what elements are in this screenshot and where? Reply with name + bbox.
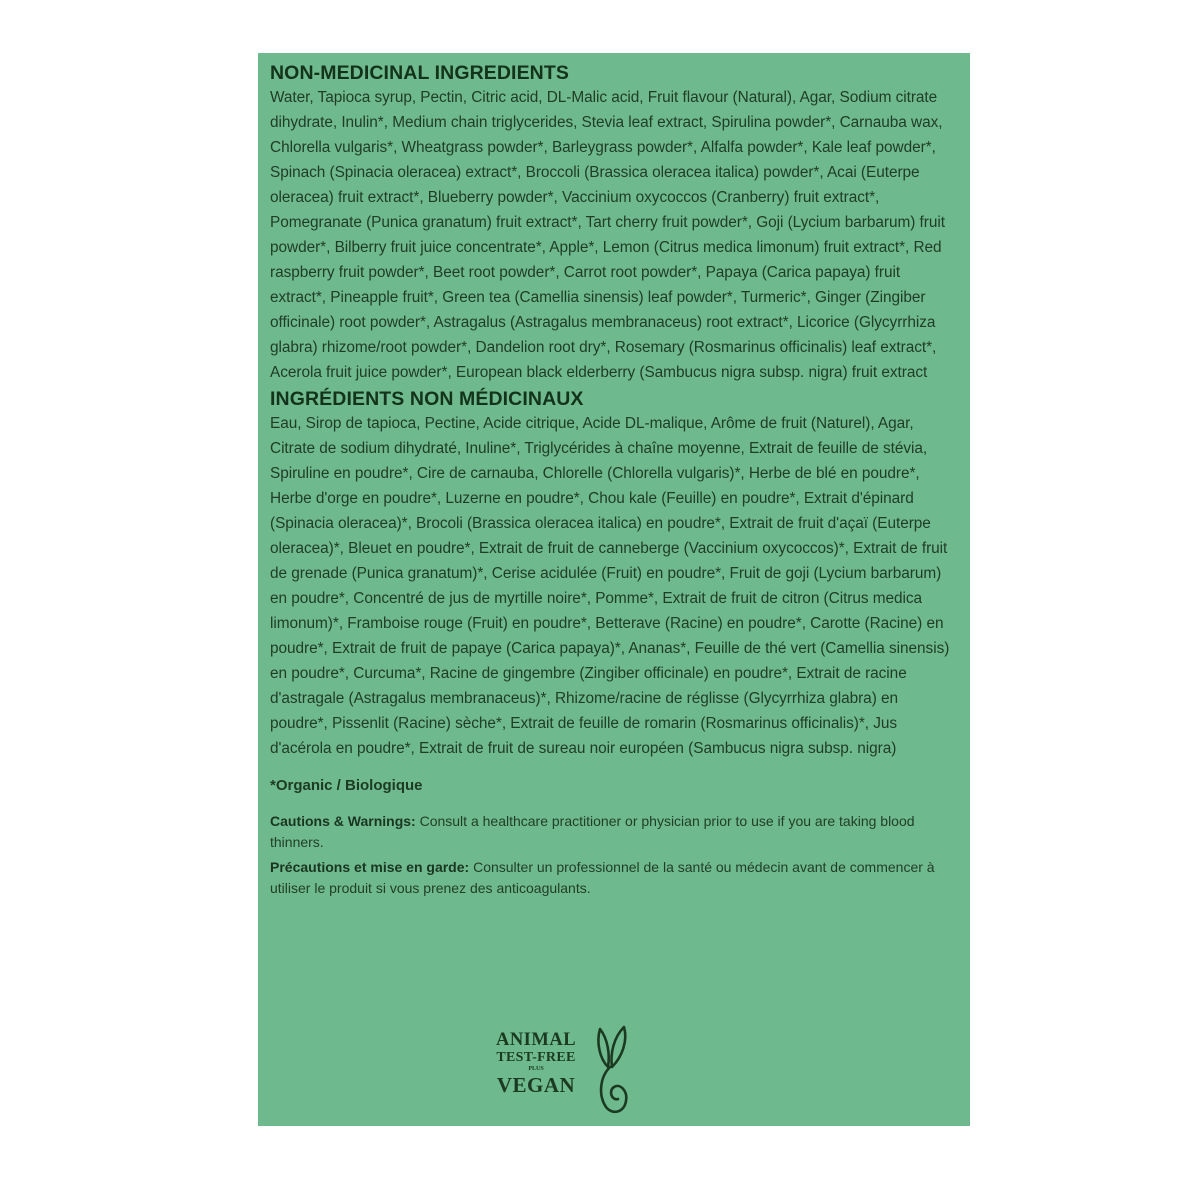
caution-en-text: Consult a healthcare practitioner or physician prior to use if you are taking blood thinners. (270, 813, 915, 850)
caution-fr-text: Consulter un professionnel de la santé ou médecin avant de commencer à utiliser le produit si vous prenez des anticoagulants. (270, 859, 935, 896)
logo-line-plus: PLUS (528, 1066, 544, 1072)
caution-fr (270, 857, 958, 899)
fr-ingredients-heading: INGRÉDIENTS NON MÉDICINAUX (270, 388, 584, 410)
en-ingredients-list: Water, Tapioca syrup, Pectin, Citric acid, DL-Malic acid, Fruit flavour (Natural), Agar, Sodium citrate dihydrate, Inulin*, Medium chain triglycerides, Stevia leaf extract, Spirulina powder*, Carnauba wax, Chlorella vulgaris*, Wheatgrass powder*, Barleygrass powder*, Alfalfa powder*, Kale leaf powder*, Spinach (Spinacia oleracea) extract*, Broccoli (Brassica oleracea italica) powder*, Acai (Euterpe oleracea) fruit extract*, Blueberry powder*, Vaccinium oxycoccos (Cranberry) fruit extract*, Pomegranate (Punica granatum) fruit extract*, Tart cherry fruit powder*, Goji (Lycium barbarum) fruit powder*, Bilberry fruit juice concentrate*, Apple*, Lemon (Citrus medica limonum) fruit extract*, Red raspberry fruit powder*, Beet root powder*, Carrot root powder*, Papaya (Carica papaya) fruit extract*, Pineapple fruit*, Green tea (Camellia sinensis) leaf powder*, Turmeric*, Ginger (Zingiber officinale) root powder*, Astragalus (Astragalus membranaceus) root extract*, Licorice (Glycyrrhiza glabra) rhizome/root powder*, Dandelion root dry*, Rosemary (Rosmarinus officinalis) leaf extract*, Acerola fruit juice powder*, European black elderberry (Sambucus nigra subsp. nigra) fruit extract (270, 89, 945, 381)
caution-fr-label: Précautions et mise en garde: (270, 859, 470, 875)
bunny-icon (594, 1025, 634, 1117)
logo-line-test-free: TEST-FREE (496, 1050, 576, 1065)
caution-en (270, 811, 958, 853)
logo-text (480, 1019, 592, 1097)
organic-note: *Organic / Biologique (270, 777, 423, 794)
caution-en-label: Cautions & Warnings: (270, 813, 416, 829)
fr-ingredients-list: Eau, Sirop de tapioca, Pectine, Acide citrique, Acide DL-malique, Arôme de fruit (Naturel), Agar, Citrate de sodium dihydraté, Inuline*, Triglycérides à chaîne moyenne, Extrait de feuille de stévia, Spiruline en poudre*, Cire de carnauba, Chlorelle (Chlorella vulgaris)*, Herbe de blé en poudre*, Herbe d'orge en poudre*, Luzerne en poudre*, Chou kale (Feuille) en poudre*, Extrait d'épinard (Spinacia oleracea)*, Brocoli (Brassica oleracea italica) en poudre*, Extrait de fruit d'açaï (Euterpe oleracea)*, Bleuet en poudre*, Extrait de fruit de canneberge (Vaccinium oxycoccos)*, Extrait de fruit de grenade (Punica granatum)*, Cerise acidulée (Fruit) en poudre*, Fruit de goji (Lycium barbarum) en poudre*, Concentré de jus de myrtille noire*, Pomme*, Extrait de fruit de citron (Citrus medica limonum)*, Framboise rouge (Fruit) en poudre*, Betterave (Racine) en poudre*, Carotte (Racine) en poudre*, Extrait de fruit de papaye (Carica papaya)*, Ananas*, Feuille de thé vert (Camellia sinensis) en poudre*, Curcuma*, Racine de gingembre (Zingiber officinale) en poudre*, Extrait de racine d'astragale (Astragalus membranaceus)*, Rhizome/racine de réglisse (Glycyrrhiza glabra) en poudre*, Pissenlit (Racine) sèche*, Extrait de feuille de romarin (Rosmarinus officinalis)*, Jus d'acérola en poudre*, Extrait de fruit de sureau noir européen (Sambucus nigra subsp. nigra) (270, 415, 950, 757)
ingredients-label-panel (258, 53, 970, 1126)
animal-test-free-vegan-logo (480, 1019, 630, 1119)
logo-line-animal: ANIMAL (495, 1030, 577, 1050)
en-ingredients-heading: NON-MEDICINAL INGREDIENTS (270, 62, 569, 84)
logo-line-vegan: VEGAN (496, 1073, 576, 1097)
